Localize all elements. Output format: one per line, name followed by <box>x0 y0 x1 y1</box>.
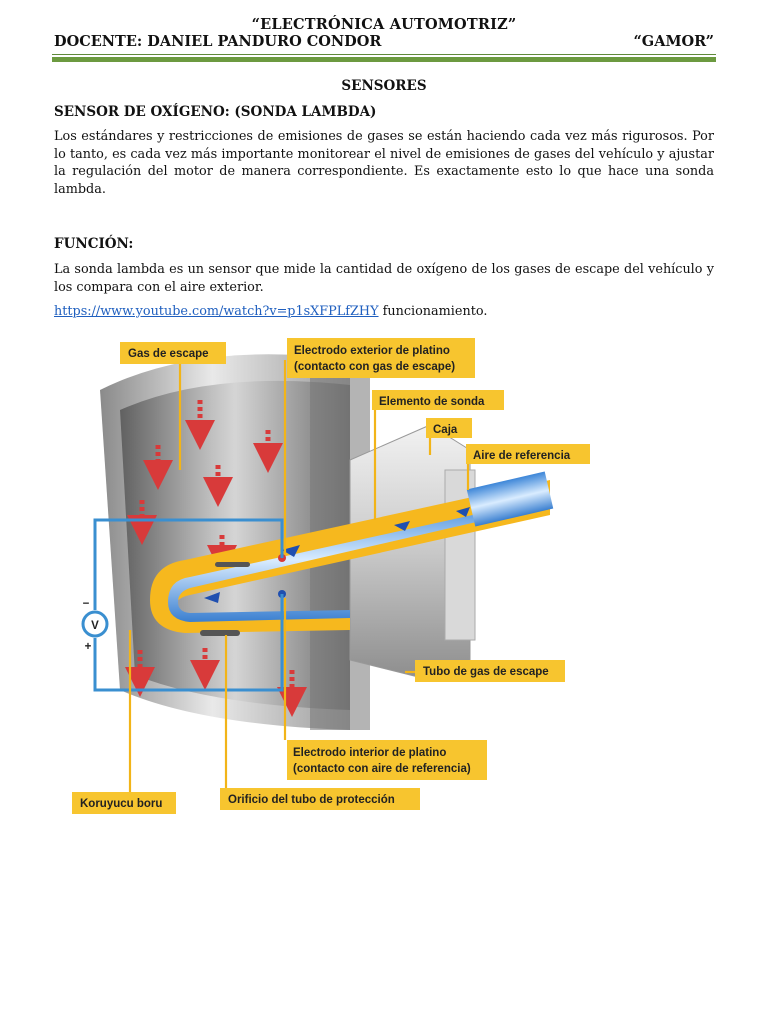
label-electrodo-exterior <box>287 338 475 378</box>
svg-text:(contacto con gas de escape): (contacto con gas de escape) <box>294 361 456 373</box>
function-heading: FUNCIÓN: <box>54 236 134 252</box>
oxygen-sensor-heading: SENSOR DE OXÍGENO: (SONDA LAMBDA) <box>54 104 377 120</box>
svg-text:Aire de referencia: Aire de referencia <box>473 450 571 462</box>
svg-text:Elemento de sonda: Elemento de sonda <box>379 396 485 408</box>
voltmeter-minus: − <box>82 598 90 610</box>
label-orificio <box>220 788 420 810</box>
video-link[interactable]: https://www.youtube.com/watch?v=p1sXFPLfZHY <box>54 304 379 319</box>
video-link-suffix: funcionamiento. <box>378 304 488 319</box>
svg-text:(contacto con aire de referenc: (contacto con aire de referencia) <box>293 763 471 775</box>
svg-text:Gas de escape: Gas de escape <box>128 348 209 360</box>
protection-slot <box>200 630 240 636</box>
label-electrodo-interior <box>287 740 487 780</box>
course-title: “ELECTRÓNICA AUTOMOTRIZ” <box>251 16 517 33</box>
function-paragraph: La sonda lambda es un sensor que mide la cantidad de oxígeno de los gases de escape del vehículo y los compara con el aire exterior. <box>54 262 714 295</box>
diagram-svg <box>50 330 610 820</box>
lambda-sensor-diagram <box>50 330 610 820</box>
header-rule-thick <box>52 57 716 62</box>
voltmeter-plus: + <box>84 641 92 653</box>
svg-text:Caja: Caja <box>433 424 458 436</box>
section-title: SENSORES <box>341 78 427 94</box>
svg-text:Orificio del tubo de protecció: Orificio del tubo de protección <box>228 794 395 806</box>
svg-text:Electrodo interior de platino: Electrodo interior de platino <box>293 747 447 759</box>
label-caja <box>426 418 472 438</box>
svg-text:Koruyucu boru: Koruyucu boru <box>80 798 163 810</box>
svg-text:Tubo de gas de escape: Tubo de gas de escape <box>423 666 549 678</box>
header-rule-thin <box>52 54 716 55</box>
label-elemento-sonda <box>372 390 504 410</box>
label-tubo-gas <box>415 660 565 682</box>
teacher-name: DOCENTE: DANIEL PANDURO CONDOR <box>54 33 382 50</box>
air-inlet <box>467 471 553 526</box>
org-name: “GAMOR” <box>633 33 714 50</box>
voltmeter-label: V <box>91 620 99 632</box>
video-link-line <box>54 304 487 319</box>
svg-text:Electrodo exterior de platino: Electrodo exterior de platino <box>294 345 450 357</box>
protection-slot-top <box>215 562 250 567</box>
label-gas-escape <box>120 342 226 364</box>
oxygen-sensor-paragraph: Los estándares y restricciones de emisiones de gases se están haciendo cada vez más rigurosos. Por lo tanto, es cada vez más importante monitorear el nivel de emisiones de gases del vehículo y ajustar la regulación del motor de manera correspondiente. Es exactamente esto lo que hace una sonda lambda. <box>54 129 714 197</box>
header-row <box>54 33 714 50</box>
label-koruyucu <box>72 792 176 814</box>
label-aire-referencia <box>466 444 590 464</box>
